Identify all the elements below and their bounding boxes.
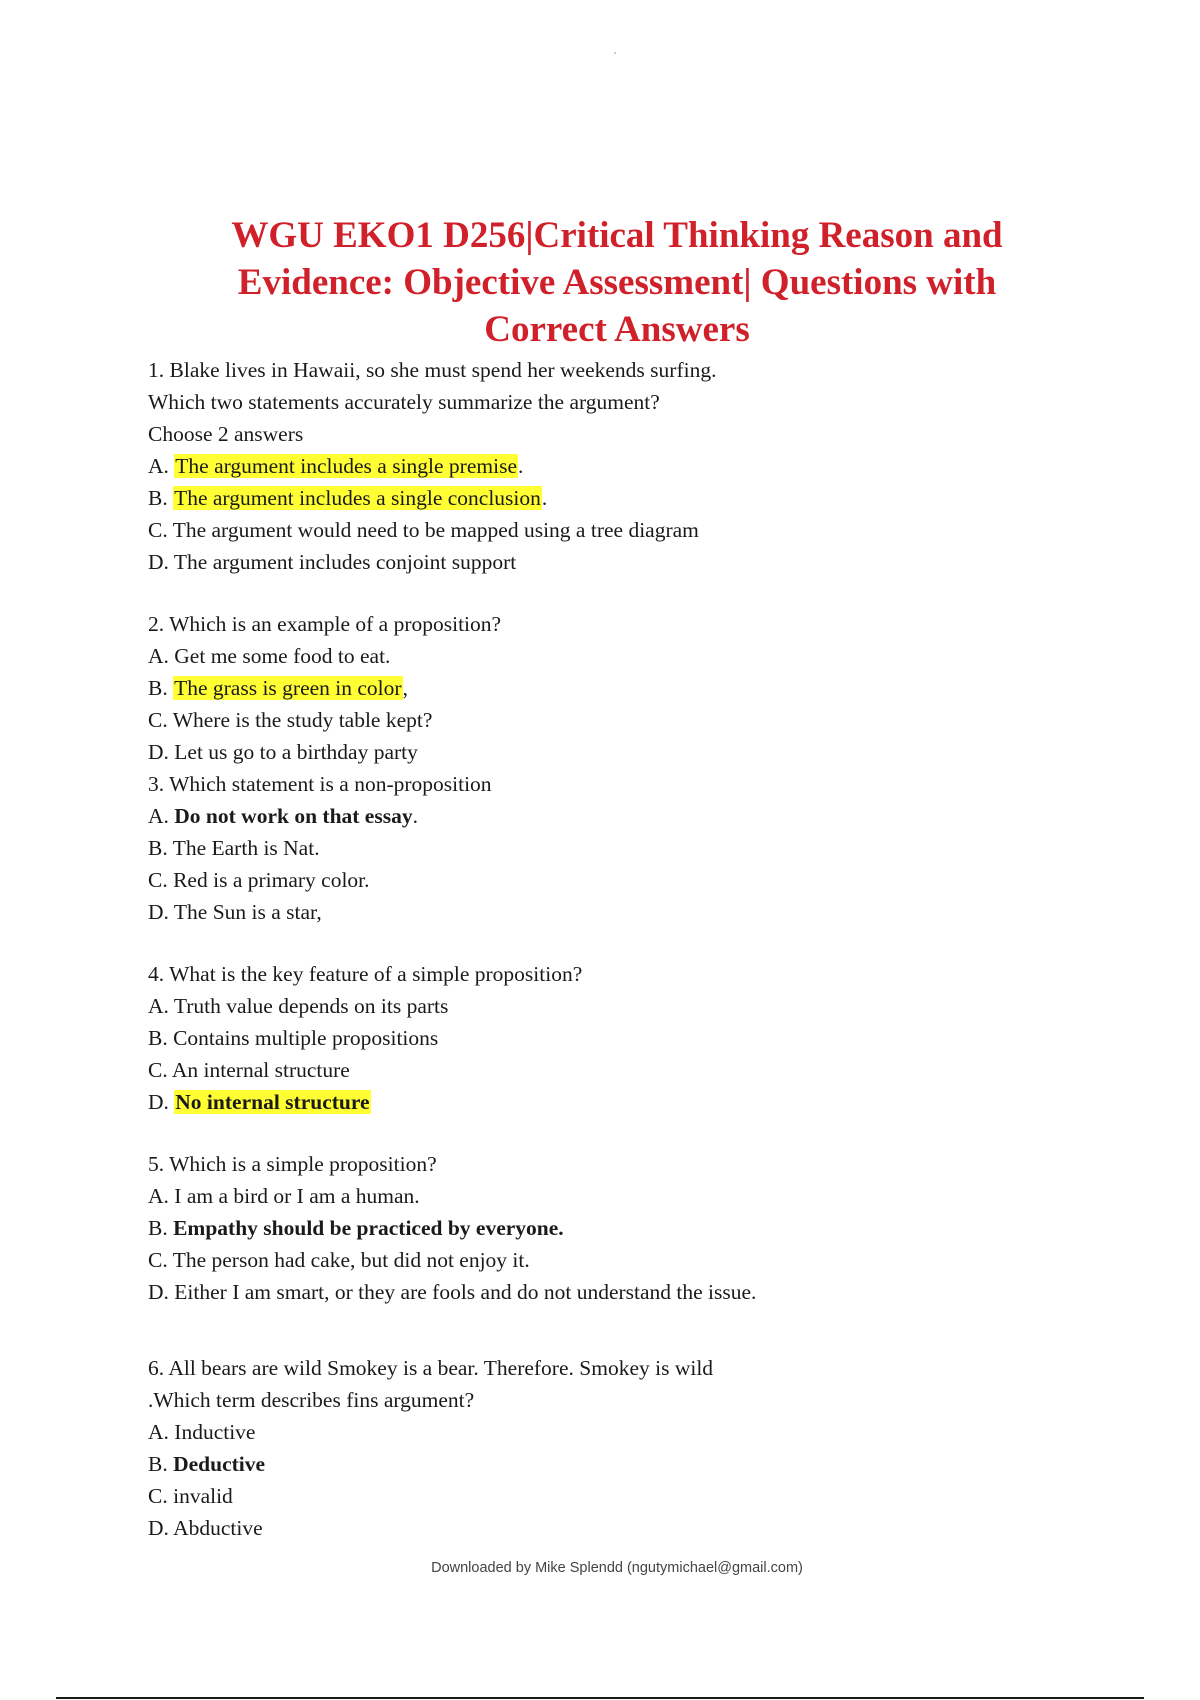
question-5 xyxy=(148,1148,1108,1308)
correct-answer-highlight: The argument includes a single premise xyxy=(175,454,517,478)
option-label: B. xyxy=(148,836,173,860)
option-text: I am a bird or I am a human. xyxy=(174,1184,420,1208)
question-5-option-c xyxy=(148,1244,1108,1276)
question-6-option-d xyxy=(148,1512,1108,1544)
correct-answer-bold: Do not work on that essay xyxy=(174,804,413,828)
option-label: A. xyxy=(148,1184,175,1208)
option-text: The Earth is Nat. xyxy=(172,836,320,860)
option-text: Truth value depends on its parts xyxy=(173,994,449,1018)
option-text: Inductive xyxy=(174,1420,256,1444)
spacer xyxy=(148,1118,1108,1148)
option-label: A. xyxy=(148,994,174,1018)
option-label: C. xyxy=(148,868,174,892)
question-1 xyxy=(148,354,1108,578)
question-3-option-b xyxy=(148,832,1108,864)
question-1-option-b xyxy=(148,482,1108,514)
title-line-2: Evidence: Objective Assessment| Questions with xyxy=(237,262,997,303)
question-1-option-c xyxy=(148,514,1108,546)
question-3-stem: 3. Which statement is a non-proposition xyxy=(148,772,492,796)
option-suffix: , xyxy=(402,676,408,700)
option-text: Abductive xyxy=(173,1516,263,1540)
option-label: C. xyxy=(148,1484,174,1508)
question-1-option-d xyxy=(148,546,1108,578)
correct-answer-highlight: No internal structure xyxy=(175,1090,370,1114)
page-bottom-rule xyxy=(56,1697,1144,1699)
question-6 xyxy=(148,1352,1108,1544)
question-list xyxy=(148,354,1108,1544)
option-suffix: . xyxy=(412,804,418,828)
question-3-option-c xyxy=(148,864,1108,896)
question-5-option-a xyxy=(148,1180,1108,1212)
question-2-option-a xyxy=(148,640,1108,672)
option-label: A. xyxy=(148,454,175,478)
option-text: Contains multiple propositions xyxy=(173,1026,439,1050)
option-label: B. xyxy=(148,1216,174,1240)
question-5-option-b xyxy=(148,1212,1108,1244)
option-text: Where is the study table kept? xyxy=(172,708,433,732)
option-label: B. xyxy=(148,1026,174,1050)
question-1-instruction: Choose 2 answers xyxy=(148,422,304,446)
question-6-option-b xyxy=(148,1448,1108,1480)
option-text: The person had cake, but did not enjoy it. xyxy=(172,1248,530,1272)
question-1-prompt: Which two statements accurately summarize the argument? xyxy=(148,390,660,414)
question-2 xyxy=(148,608,1108,768)
option-label: C. xyxy=(148,1058,172,1082)
title-line-1: WGU EKO1 D256|Critical Thinking Reason and xyxy=(231,215,1003,256)
option-text: The Sun is a star, xyxy=(173,900,322,924)
question-6-stem: 6. All bears are wild Smokey is a bear. Therefore. Smokey is wild xyxy=(148,1356,714,1380)
question-5-option-d xyxy=(148,1276,1108,1308)
option-label: B. xyxy=(148,486,174,510)
option-text: Get me some food to eat. xyxy=(174,644,391,668)
download-footer: Downloaded by Mike Splendd (ngutymichael@gmail.com) xyxy=(431,1560,803,1576)
spacer xyxy=(148,928,1108,958)
option-text: Either I am smart, or they are fools and do not understand the issue. xyxy=(174,1280,757,1304)
option-text: The argument would need to be mapped using a tree diagram xyxy=(172,518,699,542)
question-4-stem: 4. What is the key feature of a simple proposition? xyxy=(148,962,583,986)
question-6-prompt: .Which term describes fins argument? xyxy=(148,1388,475,1412)
question-1-option-a xyxy=(148,450,1108,482)
option-label: C. xyxy=(148,708,173,732)
option-label: D. xyxy=(148,550,174,574)
option-label: A. xyxy=(148,804,175,828)
spacer xyxy=(148,578,1108,608)
question-2-option-c xyxy=(148,704,1108,736)
option-label: D. xyxy=(148,1280,175,1304)
correct-answer-bold: Deductive xyxy=(173,1452,266,1476)
question-3 xyxy=(148,768,1108,928)
question-3-option-a xyxy=(148,800,1108,832)
correct-answer-highlight: The grass is green in color xyxy=(174,676,402,700)
question-4-option-c xyxy=(148,1054,1108,1086)
option-label: D. xyxy=(148,1090,175,1114)
question-4-option-d xyxy=(148,1086,1108,1118)
option-suffix: . xyxy=(518,454,524,478)
question-6-option-a xyxy=(148,1416,1108,1448)
correct-answer-highlight: The argument includes a single conclusion xyxy=(174,486,541,510)
question-4-option-a xyxy=(148,990,1108,1022)
option-label: B. xyxy=(148,1452,174,1476)
option-label: D. xyxy=(148,740,175,764)
option-text: invalid xyxy=(173,1484,233,1508)
correct-answer-bold: Empathy should be practiced by everyone. xyxy=(173,1216,564,1240)
option-text: Red is a primary color. xyxy=(173,868,370,892)
question-3-option-d xyxy=(148,896,1108,928)
question-5-stem: 5. Which is a simple proposition? xyxy=(148,1152,437,1176)
option-label: A. xyxy=(148,1420,175,1444)
option-label: A. xyxy=(148,644,175,668)
option-suffix: . xyxy=(541,486,548,510)
option-text: An internal structure xyxy=(171,1058,350,1082)
spacer xyxy=(148,1308,1108,1352)
question-4 xyxy=(148,958,1108,1118)
question-4-option-b xyxy=(148,1022,1108,1054)
option-text: The argument includes conjoint support xyxy=(173,550,517,574)
option-label: C. xyxy=(148,518,173,542)
question-2-option-b xyxy=(148,672,1108,704)
question-2-stem: 2. Which is an example of a proposition? xyxy=(148,612,502,636)
document-title xyxy=(150,212,1084,353)
option-label: D. xyxy=(148,1516,174,1540)
question-2-option-d xyxy=(148,736,1108,768)
option-label: B. xyxy=(148,676,174,700)
question-6-option-c xyxy=(148,1480,1108,1512)
option-label: C. xyxy=(148,1248,173,1272)
option-label: D. xyxy=(148,900,174,924)
question-1-stem: 1. Blake lives in Hawaii, so she must spend her weekends surfing. xyxy=(148,358,717,382)
title-line-3: Correct Answers xyxy=(484,309,750,350)
option-text: Let us go to a birthday party xyxy=(174,740,418,764)
page-speck xyxy=(614,52,616,54)
